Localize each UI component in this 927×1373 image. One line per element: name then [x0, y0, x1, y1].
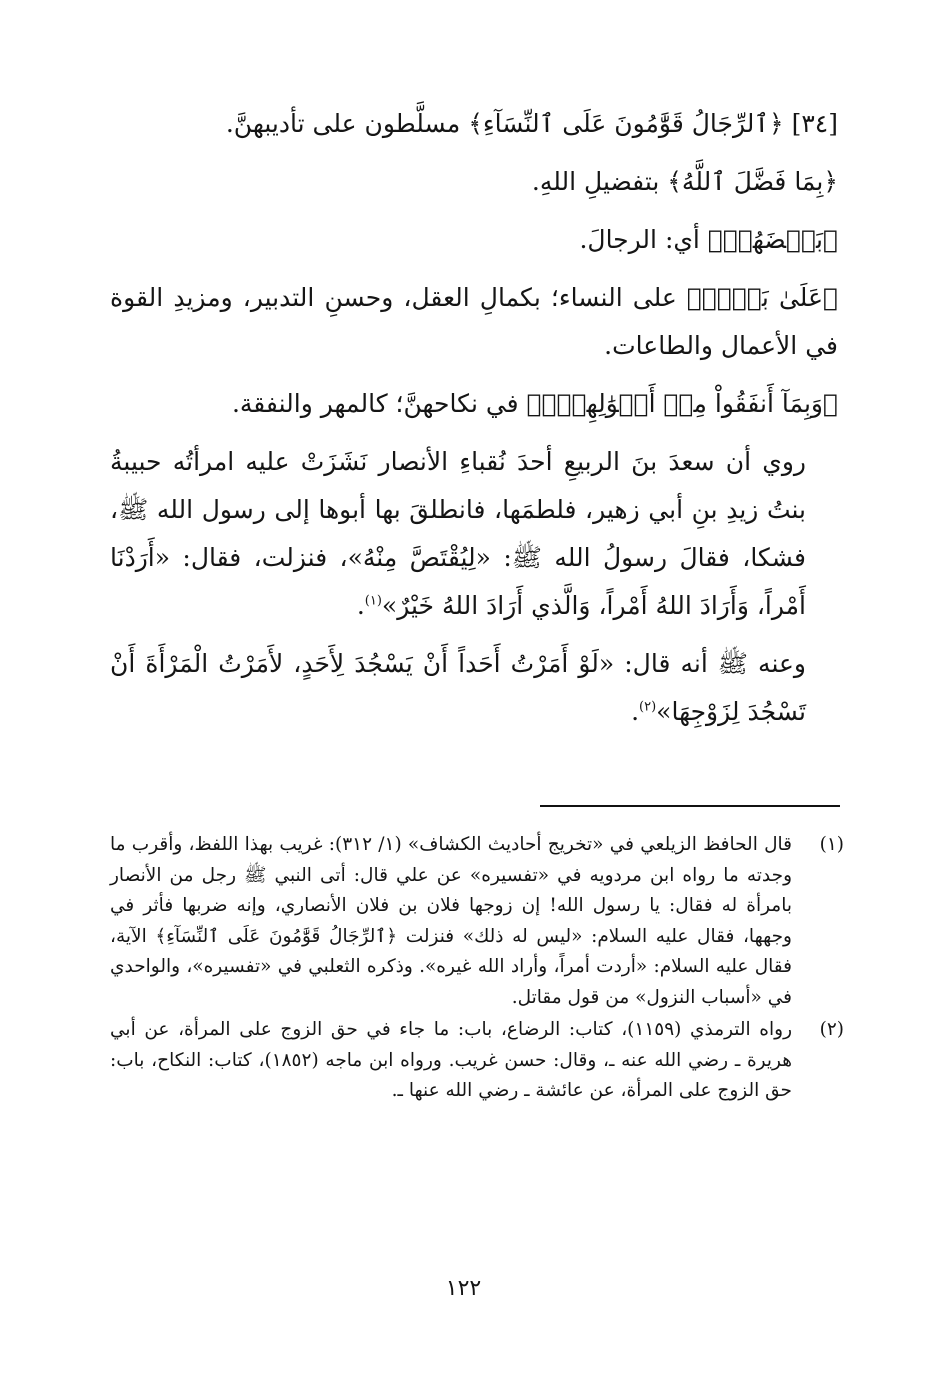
page-number: ١٢٢	[445, 1276, 482, 1301]
footnote-text: رواه الترمذي (١١٥٩)، كتاب: الرضاع، باب: ما جاء في حق الزوج على المرأة، عن أبي هريرة ـ رضي الله عنه ـ، وقال: حسن غريب. ورواه ابن ماجه (١٨٥٢)، كتاب: النكاح، باب: حق الزوج على المرأة، عن عائشة ـ رضي الله عنها ـ.	[110, 1019, 792, 1101]
hadith-sujud-end: .	[631, 697, 640, 726]
footnotes	[110, 830, 844, 1109]
main-text	[110, 100, 838, 736]
footnote-1	[110, 830, 844, 1013]
paragraph-ala-bad: ﴿عَلَىٰ بَعۡضٖ﴾ على النساء؛ بكمالِ العقل، وحسنِ التدبير، ومزيدِ القوة في الأعمال والطاعات.	[110, 283, 838, 360]
paragraph-badahum: ﴿بَعۡضَهُمۡ﴾ أي: الرجالَ.	[579, 225, 838, 254]
footnote-ref-1[interactable]: (١)	[364, 593, 382, 609]
footnote-2	[110, 1015, 844, 1107]
paragraph-hadith-sujud	[110, 640, 838, 736]
paragraph-saad-narration	[110, 438, 838, 630]
paragraph-wabima-anfaqu: ﴿وَبِمَآ أَنفَقُواْ مِنۡ أَمۡوَٰلِهِمۡۚ﴾ في نكاحهنَّ؛ كالمهر والنفقة.	[231, 389, 838, 418]
footnote-number: (٢)	[819, 1019, 844, 1040]
footnote-text: قال الحافظ الزيلعي في «تخريج أحاديث الكشاف» (١/ ٣١٢): غريب بهذا اللفظ، وأقرب ما وجدته ما رواه ابن مردويه في «تفسيره» عن علي قال: أتى النبي ﷺ رجل من الأنصار بامرأة له فقال: يا رسول الله! إن زوجها فلان بن فلان الأنصاري، وإنه ضربها فأثر في وجهها، فقال عليه السلام: «ليس له ذلك» فنزلت ﴿ٱلرِّجَالُ قَوَّٰمُونَ عَلَى ٱلنِّسَآءِ﴾ الآية، فقال عليه السلام: «أردت أمراً، وأراد الله غيره». وذكره الثعلبي في «تفسيره»، والواحدي في «أسباب النزول» من قول مقاتل.	[110, 834, 792, 1008]
saad-narration-end: .	[356, 591, 365, 620]
footnote-ref-2[interactable]: (٢)	[639, 699, 657, 715]
saad-narration-text: روي أن سعدَ بنَ الربيعِ أحدَ نُقباءِ الأنصار نَشَزَتْ عليه امرأتُه حبيبةُ بنتُ زيدِ بنِ أبي زهير، فلطمَها، فانطلقَ بها أبوها إلى رسول الله ﷺ، فشكا، فقالَ رسولُ الله ﷺ: «لِيُقْتَصَّ مِنْهُ»، فنزلت، فقال: «أَرَدْنَا أَمْراً، وَأَرَادَ اللهُ أَمْراً، وَالَّذي أَرَادَ اللهُ خَيْرٌ»	[110, 447, 806, 620]
footnote-separator	[540, 805, 840, 807]
paragraph-bima-faddala: ﴿بِمَا فَضَّلَ ٱللَّهُ﴾ بتفضيلِ اللهِ.	[531, 167, 838, 196]
paragraph-verse-34: [٣٤] ﴿ٱلرِّجَالُ قَوَّٰمُونَ عَلَى ٱلنِّسَآءِ﴾ مسلَّطون على تأديبهنَّ.	[225, 109, 838, 138]
footnote-number: (١)	[819, 834, 844, 855]
hadith-sujud-text: وعنه ﷺ أنه قال: «لَوْ أَمَرْتُ أَحَداً أَنْ يَسْجُدَ لِأَحَدٍ، لأَمَرْتُ الْمَرْأَةَ أَنْ تَسْجُدَ لِزَوْجِهَا»	[110, 649, 806, 726]
